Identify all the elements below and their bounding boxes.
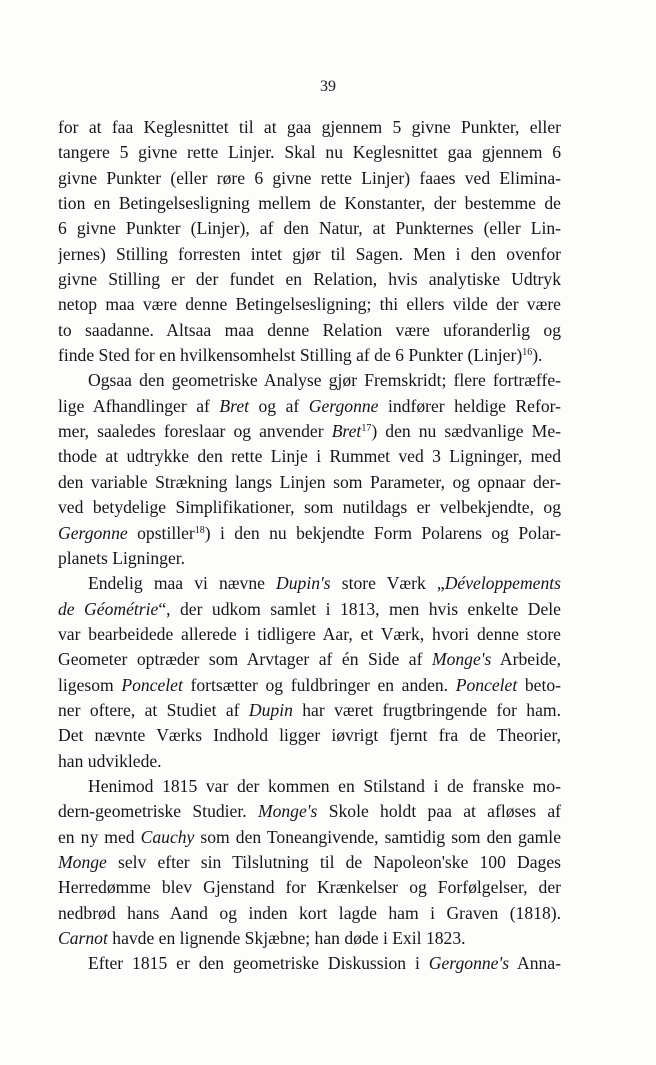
line-text: en ny med bbox=[58, 826, 141, 847]
italic-name: Carnot bbox=[58, 928, 108, 948]
text-line bbox=[58, 850, 561, 875]
line-text: og af bbox=[249, 395, 309, 416]
text-line bbox=[58, 825, 561, 850]
text-line bbox=[58, 470, 561, 495]
text-line bbox=[58, 267, 561, 292]
paragraph-start-line bbox=[58, 951, 561, 976]
italic-name: Poncelet bbox=[121, 674, 183, 695]
line-text: Herredømme blev Gjenstand for Krænkelser og Forfølgelser, der bbox=[58, 877, 561, 898]
text-line bbox=[58, 926, 561, 951]
footnote-ref: 17 bbox=[361, 423, 372, 435]
paragraph-start-line bbox=[58, 368, 561, 393]
text-line bbox=[58, 292, 561, 317]
line-text: planets Ligninger. bbox=[58, 547, 186, 568]
line-text: han udviklede. bbox=[58, 750, 162, 771]
line-text: Ogsaa den geometriske Analyse gjør Fremskridt; flere fortræffe- bbox=[88, 370, 561, 391]
line-text: jernes) Stilling forresten intet gjør til Sagen. Men i den ovenfor bbox=[58, 243, 561, 264]
line-text: indfører heldige Refor- bbox=[378, 395, 561, 416]
italic-name: Monge bbox=[58, 851, 107, 872]
line-text: store Værk „ bbox=[330, 573, 445, 594]
line-text: lige Afhandlinger af bbox=[58, 395, 220, 416]
paragraph-start-line bbox=[58, 571, 561, 596]
text-line bbox=[58, 318, 561, 343]
text-line bbox=[58, 140, 561, 165]
text-line bbox=[58, 597, 561, 622]
body-text bbox=[58, 115, 561, 977]
text-line bbox=[58, 419, 561, 444]
line-text: dern-geometriske Studier. bbox=[58, 801, 258, 822]
italic-name: Gergonne's bbox=[428, 953, 510, 974]
footnote-ref: 16 bbox=[522, 347, 533, 359]
line-text: ved betydelige Simplifikationer, som nutildags er velbekjendte, og bbox=[58, 497, 561, 518]
line-text: opstiller bbox=[127, 522, 195, 543]
text-line bbox=[58, 698, 561, 723]
text-line bbox=[58, 115, 561, 140]
footnote-ref: 18 bbox=[194, 524, 205, 536]
line-text: ) den nu sædvanlige Me- bbox=[371, 421, 561, 442]
text-line bbox=[58, 875, 561, 900]
text-line bbox=[58, 622, 561, 647]
line-text: som den Toneangivende, samtidig som den gamle bbox=[194, 826, 561, 847]
line-text: Det nævnte Værks Indhold ligger iøvrigt fjernt fra de Theorier, bbox=[58, 725, 561, 746]
line-text: Anna- bbox=[509, 953, 561, 974]
italic-name: Poncelet bbox=[455, 674, 518, 695]
text-line bbox=[58, 799, 561, 824]
text-line bbox=[58, 647, 561, 672]
line-text: ) i den nu bekjendte Form Polarens og Polar- bbox=[204, 522, 561, 543]
text-line bbox=[58, 723, 561, 748]
line-text: thode at udtrykke den rette Linje i Rummet ved 3 Ligninger, med bbox=[58, 446, 561, 467]
line-text: tion en Betingelsesligning mellem de Konstanter, der bestemme de bbox=[58, 193, 561, 214]
line-text: Henimod 1815 var der kommen en Stilstand i de franske mo- bbox=[88, 775, 561, 796]
text-line bbox=[58, 673, 561, 698]
line-text: Efter 1815 er den geometriske Diskussion i bbox=[88, 953, 429, 974]
text-line bbox=[58, 191, 561, 216]
line-text: netop maa være denne Betingelsesligning; thi ellers vilde der være bbox=[58, 294, 561, 315]
italic-name: Gergonne bbox=[58, 522, 128, 543]
italic-name: Cauchy bbox=[140, 826, 195, 847]
text-line bbox=[58, 901, 561, 926]
italic-name: Développements bbox=[444, 573, 561, 594]
line-text: ligesom bbox=[58, 674, 122, 695]
line-text: tangere 5 givne rette Linjer. Skal nu Keglesnittet gaa gjennem 6 bbox=[58, 142, 561, 163]
paragraph-start-line bbox=[58, 774, 561, 799]
italic-name: Dupin's bbox=[276, 573, 331, 594]
line-text: givne Stilling er der fundet en Relation, hvis analytiske Udtryk bbox=[58, 269, 561, 290]
line-text: fortsætter og fuldbringer en anden. bbox=[182, 674, 456, 695]
page-number: 39 bbox=[320, 78, 336, 95]
line-text: finde Sted for en hvilkensomhelst Stilling af de 6 Punkter (Linjer) bbox=[58, 345, 523, 366]
italic-name: Bret bbox=[219, 395, 250, 416]
text-line bbox=[58, 394, 561, 419]
text-line bbox=[58, 521, 561, 546]
line-text: Endelig maa vi nævne bbox=[88, 573, 277, 594]
text-line bbox=[58, 216, 561, 241]
text-line bbox=[58, 444, 561, 469]
text-line bbox=[58, 546, 561, 571]
text-line bbox=[58, 166, 561, 191]
italic-name: Monge's bbox=[257, 801, 318, 822]
text-line bbox=[58, 495, 561, 520]
line-text: selv efter sin Tilslutning til de Napoleon'ske 100 Dages bbox=[106, 851, 561, 872]
italic-name: Dupin bbox=[248, 699, 293, 720]
line-text: “, der udkom samlet i 1813, men hvis enkelte Dele bbox=[158, 598, 561, 619]
italic-name: Bret bbox=[331, 421, 362, 442]
line-text: var bearbeidede allerede i tidligere Aar, et Værk, hvori denne store bbox=[58, 623, 561, 644]
line-text: den variable Strækning langs Linjen som Parameter, og opnaar der- bbox=[58, 471, 561, 492]
italic-name: de Géométrie bbox=[58, 598, 159, 619]
line-text: ). bbox=[532, 345, 543, 366]
line-text: har været frugtbringende for ham. bbox=[292, 699, 561, 720]
line-text: Geometer optræder som Arvtager af én Side af bbox=[58, 649, 432, 670]
line-text: mer, saaledes foreslaar og anvender bbox=[58, 421, 332, 442]
text-line bbox=[58, 749, 561, 774]
line-text: givne Punkter (eller røre 6 givne rette Linjer) faaes ved Elimina- bbox=[58, 167, 561, 188]
line-text: for at faa Keglesnittet til at gaa gjennem 5 givne Punkter, eller bbox=[58, 117, 561, 137]
text-line bbox=[58, 242, 561, 267]
line-text: beto- bbox=[517, 674, 561, 695]
line-text: Arbeide, bbox=[491, 649, 561, 670]
line-text: to saadanne. Altsaa maa denne Relation være uforanderlig og bbox=[58, 319, 561, 340]
italic-name: Gergonne bbox=[308, 395, 379, 416]
line-text: 6 givne Punkter (Linjer), af den Natur, at Punkternes (eller Lin- bbox=[58, 218, 561, 239]
line-text: Skole holdt paa at afløses af bbox=[317, 801, 561, 822]
italic-name: Monge's bbox=[431, 649, 492, 670]
text-line bbox=[58, 343, 561, 368]
line-text: nedbrød hans Aand og inden kort lagde ham i Graven (1818). bbox=[58, 902, 561, 923]
line-text: havde en lignende Skjæbne; han døde i Exil 1823. bbox=[107, 928, 466, 948]
line-text: ner oftere, at Studiet af bbox=[58, 699, 249, 720]
